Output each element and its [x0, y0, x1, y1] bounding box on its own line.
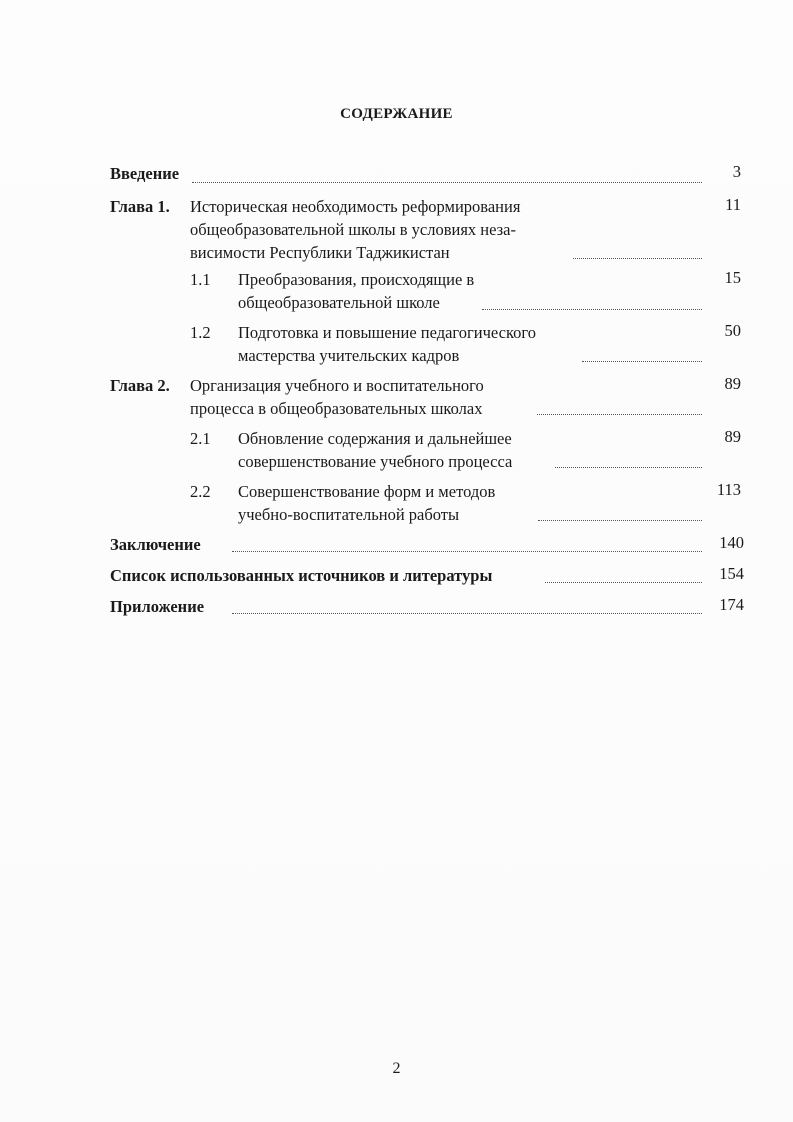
toc-leader	[482, 309, 702, 310]
toc-references-label: Список использованных источников и литературы	[110, 566, 493, 585]
toc-leader	[232, 551, 702, 552]
toc-section-number: 1.2	[190, 323, 211, 342]
toc-chapter1-line: Историческая необходимость реформирования	[190, 197, 521, 216]
page-number: 2	[392, 1060, 401, 1077]
toc-section-page: 89	[724, 427, 741, 446]
toc-intro-page: 3	[732, 162, 741, 181]
toc-leader	[555, 467, 702, 468]
toc-chapter1-line: висимости Республики Таджикистан	[190, 243, 450, 262]
toc-chapter1-label: Глава 1.	[110, 197, 170, 216]
toc-conclusion-page: 140	[719, 533, 744, 552]
toc-leader	[232, 613, 702, 614]
toc-leader	[537, 414, 702, 415]
toc-section-number: 2.1	[190, 429, 211, 448]
toc-chapter2-line: процесса в общеобразовательных школах	[190, 399, 483, 418]
toc-appendix-label: Приложение	[110, 597, 205, 616]
toc-section-page: 15	[724, 268, 741, 287]
toc-section-line: Преобразования, происходящие в	[238, 270, 475, 289]
toc-leader	[545, 582, 702, 583]
toc-section-line: мастерства учительских кадров	[238, 346, 460, 365]
toc-section-number: 2.2	[190, 482, 211, 501]
toc-leader	[573, 258, 702, 259]
toc-section-line: учебно-воспитательной работы	[238, 505, 460, 524]
toc-leader	[582, 361, 702, 362]
toc-leader	[192, 182, 702, 183]
toc-conclusion-label: Заключение	[110, 535, 201, 554]
toc-chapter2-label: Глава 2.	[110, 376, 170, 395]
toc-section-line: Обновление содержания и дальнейшее	[238, 429, 512, 448]
toc-chapter1-line: общеобразовательной школы в условиях неза-	[190, 220, 516, 239]
toc-references-page: 154	[719, 564, 744, 583]
toc-section-line: Подготовка и повышение педагогического	[238, 323, 537, 342]
toc-section-page: 113	[716, 480, 741, 499]
toc-chapter2-page: 89	[724, 374, 741, 393]
page-title: СОДЕРЖАНИЕ	[340, 106, 453, 122]
toc-section-page: 50	[724, 321, 741, 340]
toc-section-line: общеобразовательной школе	[238, 293, 440, 312]
toc-section-line: совершенствование учебного процесса	[238, 452, 513, 471]
toc-appendix-page: 174	[719, 595, 744, 614]
toc-chapter2-line: Организация учебного и воспитательного	[190, 376, 484, 395]
toc-section-number: 1.1	[190, 270, 211, 289]
toc-section-line: Совершенствование форм и методов	[238, 482, 496, 501]
toc-intro-label: Введение	[110, 164, 180, 183]
toc-chapter1-page: 11	[725, 195, 741, 214]
toc-leader	[538, 520, 702, 521]
